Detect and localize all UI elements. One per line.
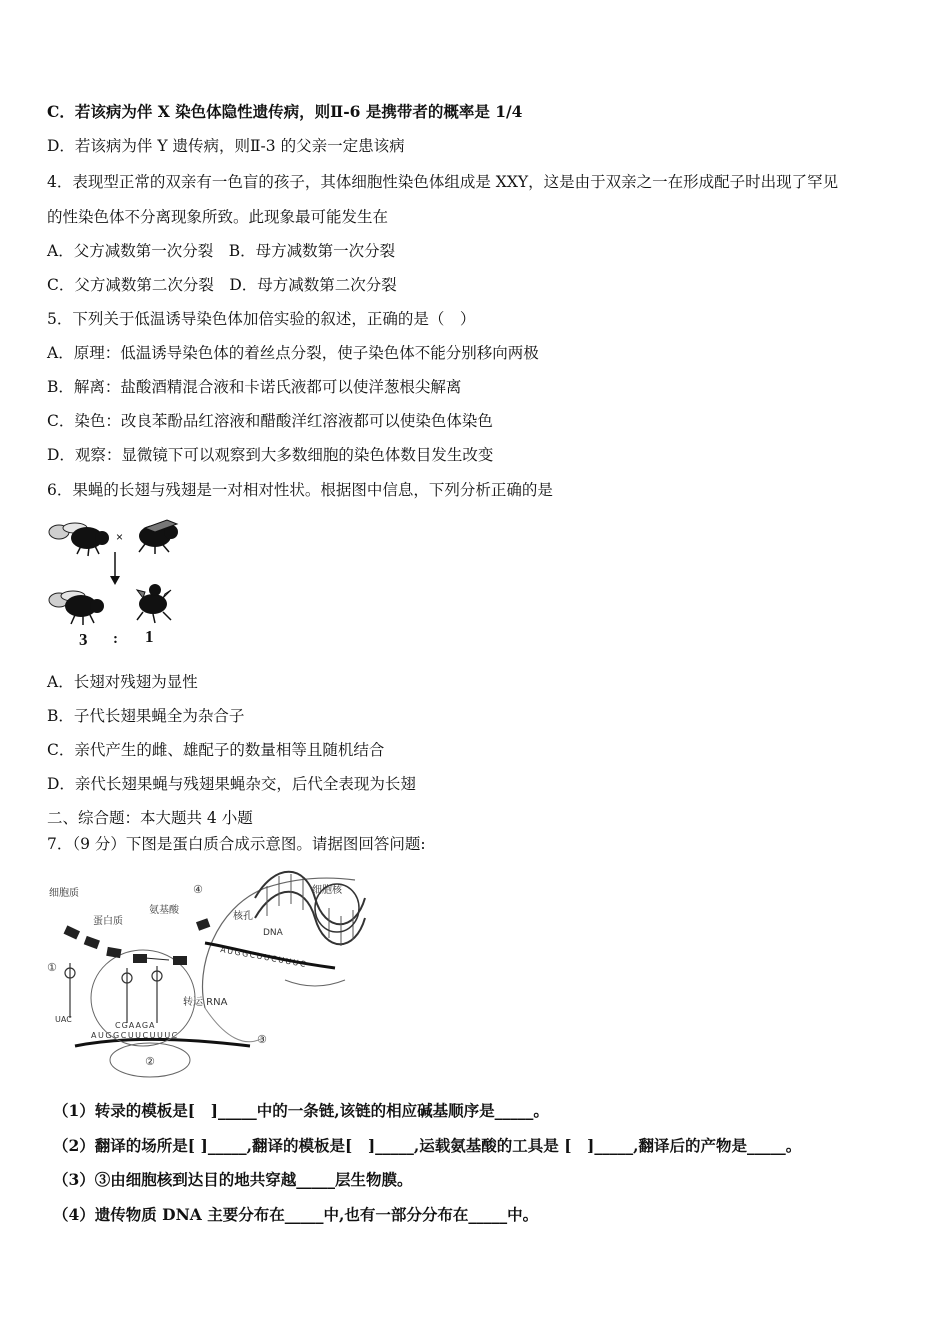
fruit-fly-cross-figure [45, 512, 190, 652]
q4-options-cd: C．父方减数第二次分裂 D．母方减数第二次分裂 [47, 276, 397, 294]
protein-synthesis-diagram [45, 868, 370, 1083]
q6-option-d: D．亲代长翅果蝇与残翅果蝇杂交，后代全表现为长翅 [47, 775, 416, 793]
q5-option-c: C．染色：改良苯酚品红溶液和醋酸洋红溶液都可以使染色体染色 [47, 412, 493, 430]
q7-stem: 7．（9 分）下图是蛋白质合成示意图。请据图回答问题: [47, 835, 426, 853]
q6-stem: 6．果蝇的长翅与残翅是一对相对性状。根据图中信息，下列分析正确的是 [47, 481, 553, 499]
label-nucleus: 细胞核 [312, 885, 342, 896]
label-protein: 蛋白质 [93, 916, 123, 927]
offspring-vestigial-wing-fly-icon [137, 584, 171, 623]
q4-stem-line1: 4．表现型正常的双亲有一色盲的孩子，其体细胞性染色体组成是 XXY，这是由于双亲之一在形成配子时出现了罕见 [47, 173, 839, 191]
q7-subquestion-2: （2）翻译的场所是[ ]_____,翻译的模板是[ ]_____,运载氨基酸的工具是 [ ]_____,翻译后的产物是_____。 [53, 1136, 802, 1155]
ratio-left: 3 [79, 630, 88, 649]
q6-option-a: A．长翅对残翅为显性 [47, 673, 198, 691]
anticodon-label: UAC [55, 1015, 72, 1024]
q6-option-b: B．子代长翅果蝇全为杂合子 [47, 707, 245, 725]
label-nuclear-pore: 核孔 [233, 911, 253, 922]
ratio-right: 1 [145, 627, 154, 646]
q5-option-a: A．原理：低温诱导染色体的着丝点分裂，使子染色体不能分别移向两极 [47, 344, 539, 362]
offspring-long-wing-fly-icon [49, 591, 104, 625]
polypeptide-chain-icon [64, 918, 211, 965]
q3-option-d: D．若该病为伴 Y 遗传病，则Ⅱ-3 的父亲一定患该病 [47, 137, 405, 155]
codon-label: CGAAGA [115, 1021, 156, 1030]
marker-3: ③ [257, 1033, 267, 1046]
parent-vestigial-wing-fly-icon [139, 520, 178, 554]
cross-symbol: × [116, 530, 124, 544]
q4-stem-line2: 的性染色体不分离现象所致。此现象最可能发生在 [47, 208, 389, 226]
parent-long-wing-fly-icon [49, 523, 109, 556]
down-arrow-icon [110, 552, 120, 585]
q5-option-d: D．观察：显微镜下可以观察到大多数细胞的染色体数目发生改变 [47, 446, 494, 464]
marker-4: ④ [193, 883, 203, 896]
mrna-nucleus-label: AUGGCUUCUUUC [219, 945, 308, 970]
ratio-colon: : [113, 631, 118, 647]
q7-subquestion-4: （4）遗传物质 DNA 主要分布在_____中,也有一部分分布在_____中。 [53, 1205, 539, 1224]
label-trna: 转运 RNA [183, 997, 228, 1008]
mrna-strand-nucleus [205, 943, 335, 968]
marker-2: ② [145, 1055, 155, 1068]
q4-options-ab: A．父方减数第一次分裂 B．母方减数第一次分裂 [47, 242, 396, 260]
marker-1: ① [47, 961, 57, 974]
section-heading: 二、综合题：本大题共 4 小题 [47, 809, 253, 827]
q5-option-b: B．解离：盐酸酒精混合液和卡诺氏液都可以使洋葱根尖解离 [47, 378, 462, 396]
label-amino-acid: 氨基酸 [149, 905, 179, 916]
mrna-cytoplasm-label: AUGGCUUCUUUC [91, 1031, 179, 1040]
q3-option-c: C．若该病为伴 X 染色体隐性遗传病，则Ⅱ-6 是携带者的概率是 1/4 [47, 102, 523, 121]
q6-option-c: C．亲代产生的雌、雄配子的数量相等且随机结合 [47, 741, 385, 759]
label-cytoplasm: 细胞质 [49, 888, 79, 899]
q5-stem: 5．下列关于低温诱导染色体加倍实验的叙述，正确的是（ ） [47, 310, 476, 328]
trna-icon [65, 963, 162, 1023]
q7-subquestion-3: （3）③由细胞核到达目的地共穿越_____层生物膜。 [53, 1170, 413, 1189]
label-dna: DNA [263, 928, 283, 938]
q7-subquestion-1: （1）转录的模板是[ ]_____中的一条链,该链的相应碱基顺序是_____。 [53, 1101, 549, 1120]
